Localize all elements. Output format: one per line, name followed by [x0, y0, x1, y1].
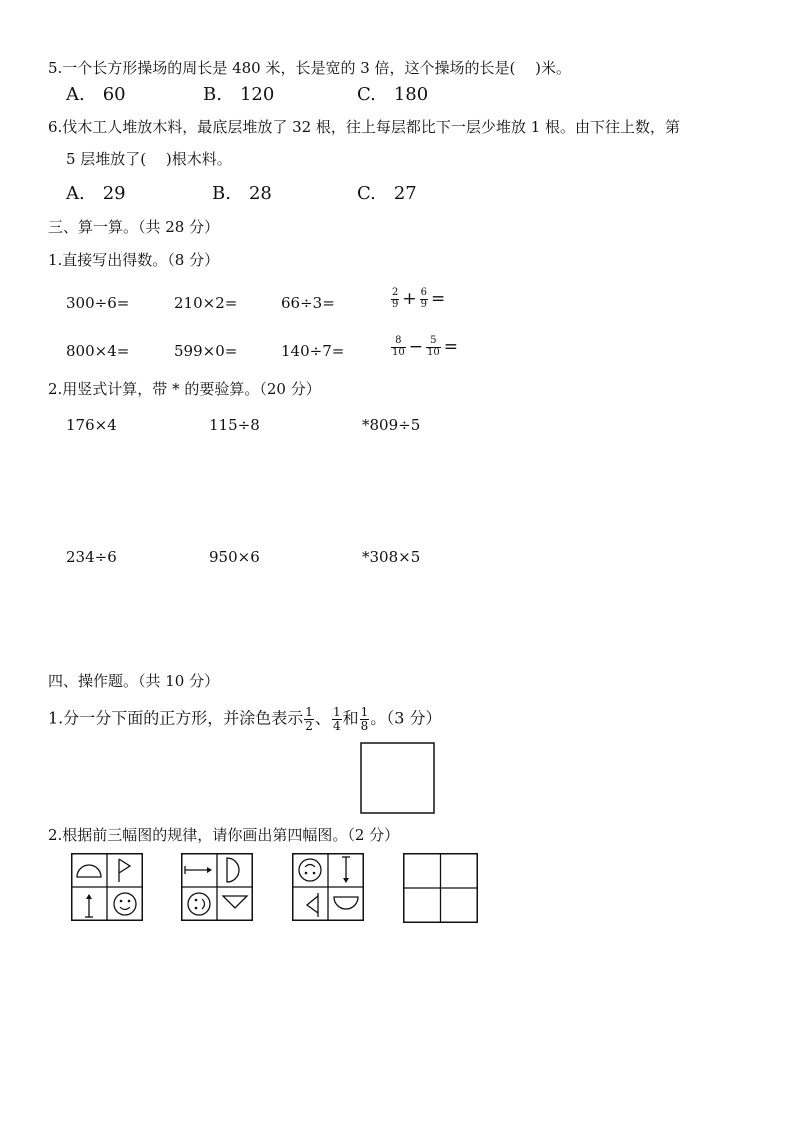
- fraction-calc-2: [390, 336, 460, 358]
- q5-option-c: C. 180: [357, 84, 429, 105]
- frac-num: 6: [420, 287, 427, 298]
- semicircle-icon: [227, 858, 239, 882]
- q5-option-b: B. 120: [203, 84, 275, 105]
- pattern-figure-3: [292, 853, 364, 921]
- section-4-title: 四、操作题。（共 10 分）: [48, 672, 220, 690]
- s4-part1-title: [48, 706, 442, 732]
- arrow-down-icon: [342, 857, 350, 883]
- vertical-calc-6: *308×5: [362, 548, 421, 566]
- semicircle-icon: [77, 865, 101, 877]
- smiley-face-icon: [114, 893, 136, 915]
- flag-icon: [307, 893, 318, 917]
- frac-den: 10: [426, 346, 440, 358]
- semicircle-icon: [334, 897, 358, 909]
- frac-den: 9: [392, 298, 399, 310]
- q6-option-c: C. 27: [357, 183, 417, 204]
- oral-calc-2: 210×2=: [174, 294, 238, 312]
- oral-calc-4: 800×4=: [66, 342, 130, 360]
- separator: 和: [342, 708, 359, 728]
- fraction-calc-1: [390, 288, 447, 310]
- equals-sign: =: [431, 288, 446, 309]
- oral-calc-5: 599×0=: [174, 342, 238, 360]
- smiley-face-icon: [188, 893, 210, 915]
- oral-calc-1: 300÷6=: [66, 294, 130, 312]
- triangle-icon: [223, 896, 247, 908]
- frac-num: 1: [360, 705, 369, 719]
- separator: 。: [370, 708, 387, 728]
- score: （3 分）: [386, 708, 442, 728]
- oral-calc-6: 140÷7=: [281, 342, 345, 360]
- minus-sign: −: [408, 336, 423, 357]
- q6-option-b: B. 28: [212, 183, 272, 204]
- frac-num: 1: [332, 705, 341, 719]
- q6-option-a: A. 29: [66, 183, 126, 204]
- pattern-figure-1: [71, 853, 143, 921]
- vertical-calc-4: 234÷6: [66, 548, 117, 566]
- q5-option-a: A. 60: [66, 84, 126, 105]
- oral-calc-3: 66÷3=: [281, 294, 335, 312]
- flag-icon: [119, 859, 130, 882]
- separator: 、: [314, 708, 331, 728]
- vertical-calc-1: 176×4: [66, 416, 117, 434]
- pattern-figure-2: [181, 853, 253, 921]
- question-5-text: 5.一个长方形操场的周长是 480 米，长是宽的 3 倍，这个操场的长是( )米。: [48, 59, 572, 77]
- answer-grid[interactable]: [403, 853, 478, 923]
- arrow-up-icon: [85, 894, 93, 917]
- s3-part2-title: 2.用竖式计算，带 * 的要验算。（20 分）: [48, 380, 321, 398]
- plus-sign: +: [402, 288, 417, 309]
- s3-part1-title: 1.直接写出得数。（8 分）: [48, 251, 220, 269]
- square-to-divide[interactable]: [360, 742, 435, 814]
- frac-num: 1: [305, 705, 313, 719]
- equals-sign: =: [443, 336, 458, 357]
- vertical-calc-2: 115÷8: [209, 416, 260, 434]
- frac-den: 4: [332, 718, 341, 733]
- vertical-calc-3: *809÷5: [362, 416, 421, 434]
- smiley-face-icon: [299, 859, 321, 881]
- frac-num: 8: [391, 336, 406, 348]
- frac-num: 2: [392, 287, 399, 298]
- section-3-title: 三、算一算。（共 28 分）: [48, 218, 220, 236]
- frac-den: 9: [420, 298, 427, 310]
- frac-num: 5: [426, 336, 441, 348]
- frac-den: 2: [305, 718, 313, 733]
- question-6-line1: 6.伐木工人堆放木料，最底层堆放了 32 根，往上每层都比下一层少堆放 1 根。由下往上数，第: [48, 118, 681, 136]
- frac-den: 10: [392, 346, 405, 358]
- question-6-line2: 5 层堆放了( )根木料。: [66, 150, 232, 168]
- s4-part1-prefix: 1.分一分下面的正方形，并涂色表示: [48, 708, 304, 728]
- s4-part2-title: 2.根据前三幅图的规律，请你画出第四幅图。（2 分）: [48, 826, 400, 844]
- vertical-calc-5: 950×6: [209, 548, 260, 566]
- frac-den: 8: [360, 718, 369, 733]
- arrow-right-icon: [185, 866, 212, 874]
